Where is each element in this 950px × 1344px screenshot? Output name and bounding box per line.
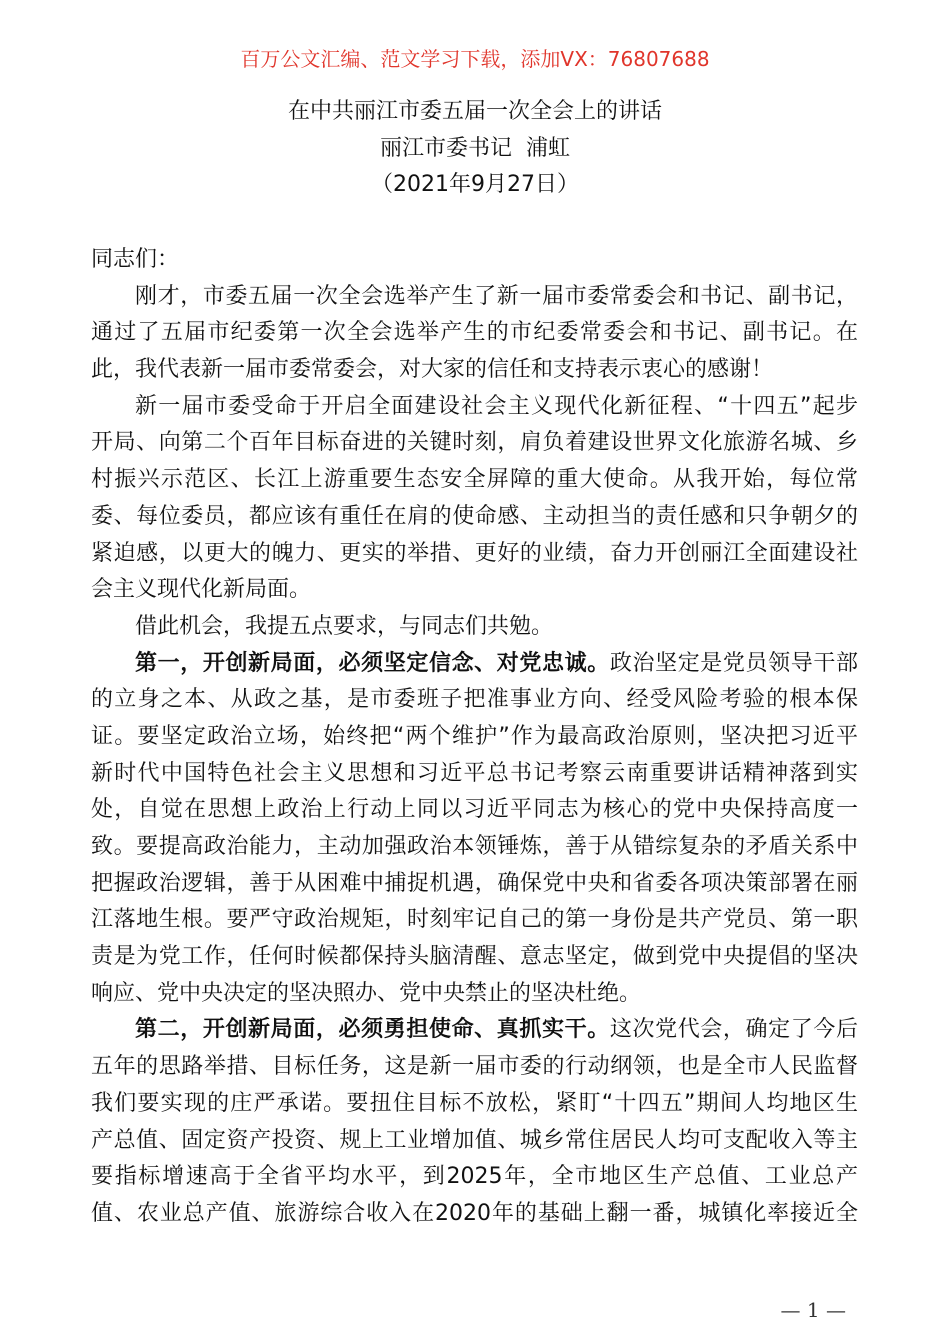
line-text: 刚才，市委五届一次全会选举产生了新一届市委常委会和书记、副书记， bbox=[135, 283, 858, 309]
document-body bbox=[91, 242, 858, 1233]
text-line bbox=[91, 425, 858, 462]
document-title: 在中共丽江市委五届一次全会上的讲话 bbox=[287, 99, 662, 124]
line-text: 要指标增速高于全省平均水平，到2025年，全市地区生产总值、工业总产 bbox=[91, 1164, 858, 1190]
line-text: 借此机会，我提五点要求，与同志们共勉。 bbox=[135, 613, 554, 639]
line-text: 的立身之本、从政之基，是市委班子把准事业方向、经受风险考验的根本保 bbox=[91, 687, 858, 713]
line-text: 新一届市委受命于开启全面建设社会主义现代化新征程、“十四五”起步 bbox=[135, 393, 858, 419]
line-text: 处，自觉在思想上政治上行动上同以习近平同志为核心的党中央保持高度一 bbox=[91, 797, 858, 823]
speech-date: （2021年9月27日） bbox=[371, 172, 579, 197]
page-number: — 1 — bbox=[780, 1298, 846, 1322]
text-line bbox=[91, 1159, 858, 1196]
text-line bbox=[91, 646, 858, 683]
line-text: 值、农业总产值、旅游综合收入在2020年的基础上翻一番，城镇化率接近全 bbox=[91, 1200, 858, 1226]
line-text: 产总值、固定资产投资、规上工业增加值、城乡常住居民人均可支配收入等主 bbox=[91, 1127, 858, 1153]
text-line bbox=[91, 682, 858, 719]
paragraph bbox=[91, 242, 858, 279]
line-text: 会主义现代化新局面。 bbox=[91, 577, 312, 603]
text-line bbox=[91, 536, 858, 573]
line-text: 开局、向第二个百年目标奋进的关键时刻，肩负着建设世界文化旅游名城、乡 bbox=[91, 430, 858, 456]
text-line bbox=[91, 939, 858, 976]
line-text: 我们要实现的庄严承诺。要扭住目标不放松，紧盯“十四五”期间人均地区生 bbox=[91, 1090, 858, 1116]
line-text: 把握政治逻辑，善于从困难中捕捉机遇，确保党中央和省委各项决策部署在丽 bbox=[91, 870, 858, 896]
line-text: 紧迫感，以更大的魄力、更实的举措、更好的业绩，奋力开创丽江全面建设社 bbox=[91, 540, 858, 566]
line-text: 致。要提高政治能力，主动加强政治本领锤炼，善于从错综复杂的矛盾关系中 bbox=[91, 834, 858, 859]
watermark-banner: 百万公文汇编、范文学习下载，添加VX：76807688 bbox=[240, 47, 710, 71]
line-text: 同志们： bbox=[91, 247, 180, 272]
paragraph bbox=[91, 279, 858, 389]
line-text: 村振兴示范区、长江上游重要生态安全屏障的重大使命。从我开始，每位常 bbox=[91, 467, 858, 493]
line-text: 五年的思路举措、目标任务，这是新一届市委的行动纲领，也是全市人民监督 bbox=[91, 1054, 858, 1080]
text-line bbox=[91, 1086, 858, 1123]
text-line bbox=[91, 389, 858, 426]
line-text: 政治坚定是党员领导干部 bbox=[609, 650, 858, 676]
line-text: 新时代中国特色社会主义思想和习近平总书记考察云南重要讲话精神落到实 bbox=[91, 760, 858, 786]
text-line bbox=[91, 242, 858, 279]
text-line bbox=[91, 976, 858, 1013]
paragraph bbox=[91, 1012, 858, 1232]
line-text: 委、每位委员，都应该有重任在肩的使命感、主动担当的责任感和只争朝夕的 bbox=[91, 503, 858, 529]
text-line bbox=[91, 462, 858, 499]
text-line bbox=[91, 1012, 858, 1049]
line-text: 此，我代表新一届市委常委会，对大家的信任和支持表示衷心的感谢！ bbox=[91, 357, 774, 383]
text-line bbox=[91, 609, 858, 646]
text-line bbox=[91, 719, 858, 756]
line-text: 责是为党工作，任何时候都保持头脑清醒、意志坚定，做到党中央提倡的坚决 bbox=[91, 944, 858, 970]
paragraph bbox=[91, 646, 858, 1013]
text-line bbox=[91, 352, 858, 389]
text-line bbox=[91, 1196, 858, 1233]
text-line bbox=[91, 756, 858, 793]
bold-lead-sentence: 第一，开创新局面，必须坚定信念、对党忠诚。 bbox=[135, 650, 610, 676]
text-line bbox=[91, 866, 858, 903]
line-text: 响应、党中央决定的坚决照办、党中央禁止的坚决杜绝。 bbox=[91, 980, 642, 1006]
text-line bbox=[91, 902, 858, 939]
text-line bbox=[91, 1123, 858, 1160]
text-line bbox=[91, 1049, 858, 1086]
line-text: 这次党代会，确定了今后 bbox=[609, 1017, 858, 1043]
line-text: 通过了五届市纪委第一次全会选举产生的市纪委常委会和书记、副书记。在 bbox=[91, 320, 858, 346]
text-line bbox=[91, 499, 858, 536]
text-line bbox=[91, 792, 858, 829]
paragraph bbox=[91, 609, 858, 646]
line-text: 证。要坚定政治立场，始终把“两个维护”作为最高政治原则，坚决把习近平 bbox=[91, 723, 858, 749]
text-line bbox=[91, 829, 858, 866]
text-line bbox=[91, 279, 858, 316]
bold-lead-sentence: 第二，开创新局面，必须勇担使命、真抓实干。 bbox=[135, 1017, 610, 1043]
text-line bbox=[91, 572, 858, 609]
text-line bbox=[91, 315, 858, 352]
paragraph bbox=[91, 389, 858, 609]
speaker-line: 丽江市委书记 浦虹 bbox=[380, 136, 570, 161]
line-text: 江落地生根。要严守政治规矩，时刻牢记自己的第一身份是共产党员、第一职 bbox=[91, 907, 858, 933]
